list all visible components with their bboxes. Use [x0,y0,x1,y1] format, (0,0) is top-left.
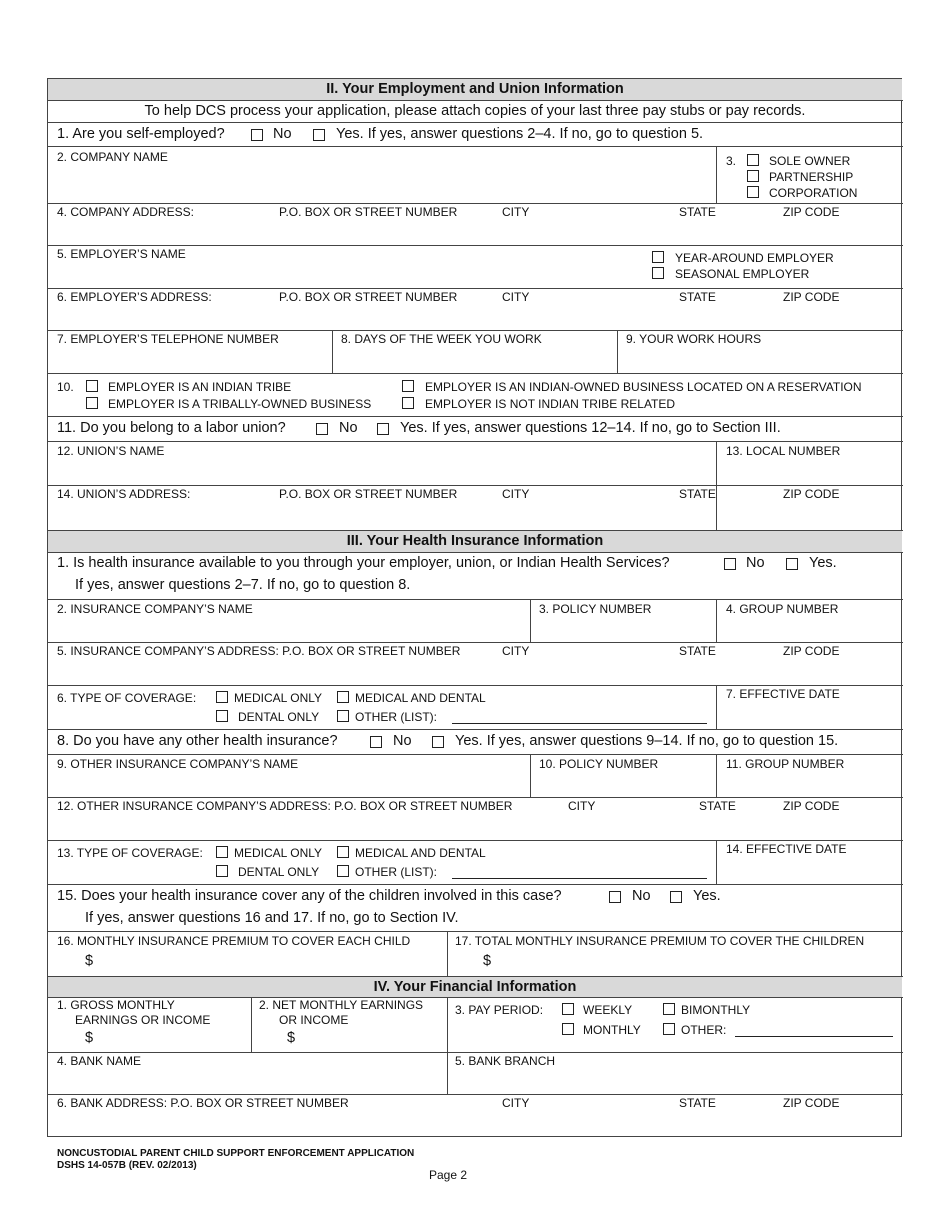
pay-other-checkbox[interactable] [663,1023,675,1035]
premium-total-currency: $ [483,953,492,969]
zip-label: ZIP CODE [783,799,840,813]
option-label: Yes. If yes, answer questions 2–4. If no, go to question 5. [336,126,704,142]
medical-dental-2-checkbox[interactable] [337,846,349,858]
city-label: CITY [502,290,530,304]
q15-instruction: If yes, answer questions 16 and 17. If no, go to Section IV. [85,910,459,926]
rule [47,441,903,442]
dental-only-checkbox[interactable] [216,710,228,722]
union-address-label: 14. UNION’S ADDRESS: [57,487,191,501]
rule [47,1052,903,1053]
rule [716,754,717,797]
effective-date-2-label: 14. EFFECTIVE DATE [726,842,847,856]
option-label: WEEKLY [583,1003,633,1017]
indian-tribe-checkbox[interactable] [86,380,98,392]
option-label: OTHER (LIST): [355,710,438,724]
option-label: MEDICAL AND DENTAL [355,846,486,860]
option-label: No [273,126,292,142]
coverage2-other-checkbox[interactable] [337,865,349,877]
rule [47,685,903,686]
rule [716,840,717,884]
premium-each-label: 16. MONTHLY INSURANCE PREMIUM TO COVER EACH CHILD [57,934,411,948]
section2-intro: To help DCS process your application, please attach copies of your last three pay stubs or pay records. [144,103,806,119]
q1-health-insurance: 1. Is health insurance available to you through your employer, union, or Indian Health Services? [57,555,670,571]
work-hours-label: 9. YOUR WORK HOURS [626,332,762,346]
other-insurance-no-checkbox[interactable] [370,736,382,748]
rule [716,146,717,203]
option-label: BIMONTHLY [681,1003,751,1017]
indian-owned-reservation-checkbox[interactable] [402,380,414,392]
rule [47,203,903,204]
option-label: MEDICAL ONLY [234,691,323,705]
q8-other-insurance: 8. Do you have any other health insurance? [57,733,338,749]
rule [47,330,903,331]
gross-income-label: 1. GROSS MONTHLY [57,998,175,1012]
days-work-label: 8. DAYS OF THE WEEK YOU WORK [341,332,542,346]
option-label: OTHER (LIST): [355,865,438,879]
rule [47,997,903,998]
option-label: MEDICAL ONLY [234,846,323,860]
zip-label: ZIP CODE [783,644,840,658]
coverage2-other-input[interactable] [452,878,707,879]
page-number: Page 2 [429,1168,468,1182]
sole-owner-checkbox[interactable] [747,154,759,166]
option-label: No [393,733,412,749]
option-label: SOLE OWNER [769,154,851,168]
rule [47,797,903,798]
city-label: CITY [502,1096,530,1110]
union-name-label: 12. UNION’S NAME [57,444,165,458]
other-group-number-label: 11. GROUP NUMBER [726,757,845,771]
option-label: EMPLOYER IS NOT INDIAN TRIBE RELATED [425,397,676,411]
other-insurer-name-label: 9. OTHER INSURANCE COMPANY’S NAME [57,757,299,771]
section4-header: IV. Your Financial Information [373,979,577,995]
ownership-number: 3. [726,154,737,168]
partnership-checkbox[interactable] [747,170,759,182]
city-label: CITY [568,799,596,813]
other-policy-number-label: 10. POLICY NUMBER [539,757,659,771]
rule [47,288,903,289]
city-label: CITY [502,487,530,501]
rule [47,840,903,841]
medical-dental-checkbox[interactable] [337,691,349,703]
rule [332,330,333,373]
rule [47,100,903,101]
union-yes-checkbox[interactable] [377,423,389,435]
pay-period-label: 3. PAY PERIOD: [455,1003,544,1017]
option-label: DENTAL ONLY [238,865,320,879]
rule [47,416,903,417]
state-label: STATE [699,799,736,813]
option-label: No [632,888,651,904]
premium-total-label: 17. TOTAL MONTHLY INSURANCE PREMIUM TO COVER THE CHILDREN [455,934,865,948]
tribe-number: 10. [57,380,74,394]
option-label: No [339,420,358,436]
option-label: OTHER: [681,1023,727,1037]
coverage-other-checkbox[interactable] [337,710,349,722]
option-label: EMPLOYER IS A TRIBALLY-OWNED BUSINESS [108,397,372,411]
rule [530,599,531,642]
option-label: SEASONAL EMPLOYER [675,267,810,281]
rule [47,1094,903,1095]
net-currency: $ [287,1030,296,1046]
coverage-type-label: 6. TYPE OF COVERAGE: [57,691,197,705]
pay-other-input[interactable] [735,1036,893,1037]
q15-children-covered: 15. Does your health insurance cover any of the children involved in this case? [57,888,562,904]
employer-name-label: 5. EMPLOYER’S NAME [57,247,186,261]
rule [47,245,903,246]
self-employed-no-checkbox[interactable] [251,129,263,141]
zip-label: ZIP CODE [783,205,840,219]
insurance-available-no-checkbox[interactable] [724,558,736,570]
coverage-other-input[interactable] [452,723,707,724]
medical-only-2-checkbox[interactable] [216,846,228,858]
other-insurer-address-label: 12. OTHER INSURANCE COMPANY’S ADDRESS: P.O. BOX OR STREET NUMBER [57,799,513,813]
footer-title: NONCUSTODIAL PARENT CHILD SUPPORT ENFORCEMENT APPLICATION [57,1148,415,1159]
insurer-name-label: 2. INSURANCE COMPANY’S NAME [57,602,253,616]
rule [447,931,448,976]
option-label: DENTAL ONLY [238,710,320,724]
rule [447,997,448,1094]
employer-address-label: 6. EMPLOYER’S ADDRESS: [57,290,212,304]
rule [47,530,903,531]
section3-header: III. Your Health Insurance Information [346,533,604,549]
option-label: YEAR-AROUND EMPLOYER [675,251,834,265]
premium-each-currency: $ [85,953,94,969]
city-label: CITY [502,205,530,219]
local-number-label: 13. LOCAL NUMBER [726,444,841,458]
bank-name-label: 4. BANK NAME [57,1054,142,1068]
option-label: Yes. [809,555,837,571]
rule [47,976,903,977]
rule [47,122,903,123]
net-income-label: 2. NET MONTHLY EARNINGS [259,998,424,1012]
rule [47,485,903,486]
weekly-checkbox[interactable] [562,1003,574,1015]
option-label: MONTHLY [583,1023,641,1037]
children-covered-yes-checkbox[interactable] [670,891,682,903]
company-name-label: 2. COMPANY NAME [57,150,168,164]
state-label: STATE [679,644,716,658]
gross-income-label-2: EARNINGS OR INCOME [75,1013,211,1027]
net-income-label-2: OR INCOME [279,1013,349,1027]
gross-currency: $ [85,1030,94,1046]
street-label: P.O. BOX OR STREET NUMBER [279,290,458,304]
option-label: No [746,555,765,571]
rule [47,373,903,374]
not-tribe-related-checkbox[interactable] [402,397,414,409]
medical-only-checkbox[interactable] [216,691,228,703]
section2-header: II. Your Employment and Union Information [326,81,624,97]
group-number-label: 4. GROUP NUMBER [726,602,839,616]
monthly-checkbox[interactable] [562,1023,574,1035]
rule [617,330,618,373]
insurance-available-yes-checkbox[interactable] [786,558,798,570]
option-label: CORPORATION [769,186,858,200]
rule [716,685,717,729]
rule [47,599,903,600]
dental-only-2-checkbox[interactable] [216,865,228,877]
corporation-checkbox[interactable] [747,186,759,198]
q1-instruction: If yes, answer questions 2–7. If no, go to question 8. [75,577,411,593]
self-employed-yes-checkbox[interactable] [313,129,325,141]
coverage2-type-label: 13. TYPE OF COVERAGE: [57,846,203,860]
state-label: STATE [679,290,716,304]
street-label: P.O. BOX OR STREET NUMBER [279,487,458,501]
rule [47,552,903,553]
zip-label: ZIP CODE [783,290,840,304]
effective-date-label: 7. EFFECTIVE DATE [726,687,840,701]
rule [47,146,903,147]
tribally-owned-checkbox[interactable] [86,397,98,409]
union-no-checkbox[interactable] [316,423,328,435]
option-label: MEDICAL AND DENTAL [355,691,486,705]
rule [47,931,903,932]
children-covered-no-checkbox[interactable] [609,891,621,903]
option-label: Yes. [693,888,721,904]
rule [47,884,903,885]
bank-address-label: 6. BANK ADDRESS: P.O. BOX OR STREET NUMBER [57,1096,349,1110]
option-label: Yes. If yes, answer questions 12–14. If no, go to Section III. [400,420,781,436]
option-label: PARTNERSHIP [769,170,854,184]
seasonal-checkbox[interactable] [652,267,664,279]
policy-number-label: 3. POLICY NUMBER [539,602,652,616]
year-around-checkbox[interactable] [652,251,664,263]
option-label: Yes. If yes, answer questions 9–14. If no, go to question 15. [455,733,839,749]
rule [251,997,252,1052]
zip-label: ZIP CODE [783,1096,840,1110]
rule [47,754,903,755]
bimonthly-checkbox[interactable] [663,1003,675,1015]
rule [47,729,903,730]
other-insurance-yes-checkbox[interactable] [432,736,444,748]
rule [530,754,531,797]
street-label: P.O. BOX OR STREET NUMBER [279,205,458,219]
company-address-label: 4. COMPANY ADDRESS: [57,205,194,219]
state-label: STATE [679,487,716,501]
employer-phone-label: 7. EMPLOYER’S TELEPHONE NUMBER [57,332,279,346]
option-label: EMPLOYER IS AN INDIAN TRIBE [108,380,292,394]
state-label: STATE [679,205,716,219]
state-label: STATE [679,1096,716,1110]
option-label: EMPLOYER IS AN INDIAN-OWNED BUSINESS LOCATED ON A RESERVATION [425,380,862,394]
bank-branch-label: 5. BANK BRANCH [455,1054,556,1068]
footer-form-id: DSHS 14-057B (REV. 02/2013) [57,1160,197,1171]
insurer-address-label: 5. INSURANCE COMPANY’S ADDRESS: P.O. BOX OR STREET NUMBER [57,644,461,658]
q11-labor-union: 11. Do you belong to a labor union? [57,420,286,436]
rule [716,441,717,530]
q1-self-employed: 1. Are you self-employed? [57,126,225,142]
city-label: CITY [502,644,530,658]
zip-label: ZIP CODE [783,487,840,501]
rule [47,642,903,643]
rule [716,599,717,642]
